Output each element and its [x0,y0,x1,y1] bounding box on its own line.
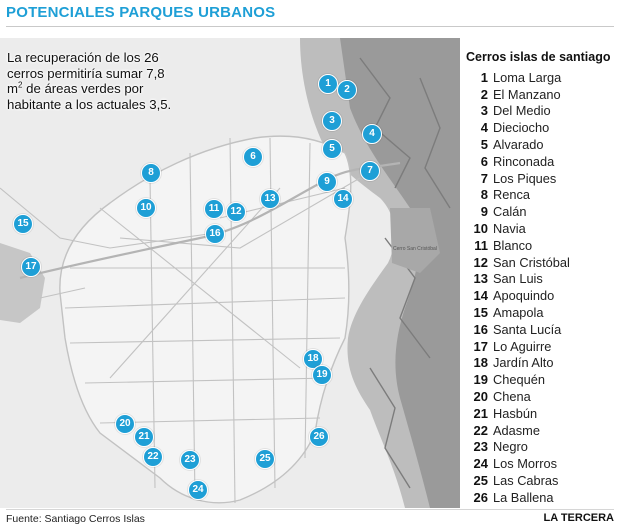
legend-number: 22 [473,422,488,438]
publisher-brand: LA TERCERA [543,512,614,524]
legend-item [466,472,616,489]
hill-marker-9[interactable]: 9 [317,172,337,192]
legend-name: Jardín Alto [493,355,554,371]
legend-name: El Manzano [493,86,561,102]
legend-item [466,220,616,237]
legend-number: 17 [473,338,488,354]
legend-item [466,287,616,304]
legend-item [466,321,616,338]
legend-number: 4 [480,120,488,136]
legend-name: Adasme [493,422,540,438]
hill-marker-22[interactable]: 22 [143,447,163,467]
legend-name: Los Piques [493,170,557,186]
legend-item [466,439,616,456]
legend-item [466,304,616,321]
legend-item [466,153,616,170]
hill-marker-7[interactable]: 7 [360,161,380,181]
legend [466,50,616,506]
legend-item [466,119,616,136]
legend-number: 12 [473,254,488,270]
legend-name: San Luis [493,271,543,287]
legend-number: 19 [473,372,488,388]
hill-marker-19[interactable]: 19 [312,365,332,385]
legend-number: 18 [473,355,488,371]
hill-marker-21[interactable]: 21 [134,427,154,447]
legend-name: Rinconada [493,153,555,169]
legend-name: Chequén [493,372,545,388]
legend-name: Navia [493,221,526,237]
legend-name: Negro [493,439,528,455]
legend-name: Calán [493,204,527,220]
legend-name: Del Medio [493,103,551,119]
legend-name: Hasbún [493,405,538,421]
hill-marker-17[interactable]: 17 [21,257,41,277]
legend-item [466,237,616,254]
legend-name: Dieciocho [493,120,550,136]
title-divider [6,26,614,27]
intro-superscript: 2 [18,80,23,90]
hill-marker-13[interactable]: 13 [260,189,280,209]
legend-number: 13 [473,271,488,287]
legend-item [466,422,616,439]
legend-name: Santa Lucía [493,321,562,337]
legend-number: 26 [473,489,488,505]
legend-number: 10 [473,221,488,237]
hill-marker-25[interactable]: 25 [255,449,275,469]
hill-marker-1[interactable]: 1 [318,74,338,94]
hill-marker-3[interactable]: 3 [322,111,342,131]
legend-number: 14 [473,288,488,304]
hill-marker-4[interactable]: 4 [362,124,382,144]
hill-marker-8[interactable]: 8 [141,163,161,183]
legend-item [466,271,616,288]
hill-marker-12[interactable]: 12 [226,202,246,222]
source-note: Fuente: Santiago Cerros Islas [6,513,145,525]
legend-item [466,355,616,372]
legend-name: Amapola [493,305,544,321]
legend-number: 15 [473,305,488,321]
hill-marker-15[interactable]: 15 [13,214,33,234]
hill-marker-5[interactable]: 5 [322,139,342,159]
hill-marker-23[interactable]: 23 [180,450,200,470]
hill-marker-14[interactable]: 14 [333,189,353,209]
infographic-title: POTENCIALES PARQUES URBANOS [6,4,276,21]
legend-number: 6 [480,153,488,169]
legend-title: Cerros islas de santiago [466,50,611,64]
legend-number: 2 [480,86,488,102]
legend-item [466,136,616,153]
legend-item [466,455,616,472]
legend-name: Blanco [493,237,533,253]
legend-number: 21 [473,405,488,421]
legend-name: Lo Aguirre [493,338,552,354]
legend-number: 24 [473,456,488,472]
intro-text-part1: La recuperación de los 26 cerros permitiría sumar 7,8 m [7,50,165,97]
legend-number: 11 [474,237,488,253]
hill-marker-11[interactable]: 11 [204,199,224,219]
legend-name: Chena [493,389,531,405]
hill-marker-10[interactable]: 10 [136,198,156,218]
hill-marker-24[interactable]: 24 [188,480,208,500]
legend-number: 20 [473,389,488,405]
legend-item [466,69,616,86]
hill-marker-20[interactable]: 20 [115,414,135,434]
legend-number: 3 [480,103,488,119]
legend-name: Renca [493,187,530,203]
mountain-label: Cerro San Cristóbal [393,246,437,252]
legend-item [466,338,616,355]
west-hills [0,243,45,323]
legend-name: Los Morros [493,456,558,472]
legend-number: 5 [480,137,488,153]
legend-number: 25 [473,473,488,489]
legend-item [466,489,616,506]
intro-text [7,50,177,112]
legend-item [466,170,616,187]
legend-list [466,69,616,506]
legend-item [466,86,616,103]
hill-marker-16[interactable]: 16 [205,224,225,244]
legend-item [466,371,616,388]
legend-number: 9 [480,204,488,220]
legend-name: San Cristóbal [493,254,570,270]
legend-name: Las Cabras [493,473,559,489]
hill-marker-2[interactable]: 2 [337,80,357,100]
legend-item [466,405,616,422]
legend-item [466,187,616,204]
legend-item [466,203,616,220]
legend-name: Apoquindo [493,288,555,304]
legend-number: 1 [480,69,488,85]
legend-number: 23 [473,439,488,455]
hill-marker-26[interactable]: 26 [309,427,329,447]
legend-name: La Ballena [493,489,554,505]
legend-number: 16 [473,321,488,337]
legend-item [466,388,616,405]
footer-divider [6,509,614,510]
legend-item [466,103,616,120]
hill-marker-6[interactable]: 6 [243,147,263,167]
hill-marker-18[interactable]: 18 [303,349,323,369]
legend-name: Alvarado [493,137,544,153]
intro-text-part2: de áreas verdes por habitante a los actuales 3,5. [7,81,172,112]
legend-number: 8 [480,187,488,203]
legend-name: Loma Larga [493,69,562,85]
legend-item [466,254,616,271]
legend-number: 7 [480,170,488,186]
